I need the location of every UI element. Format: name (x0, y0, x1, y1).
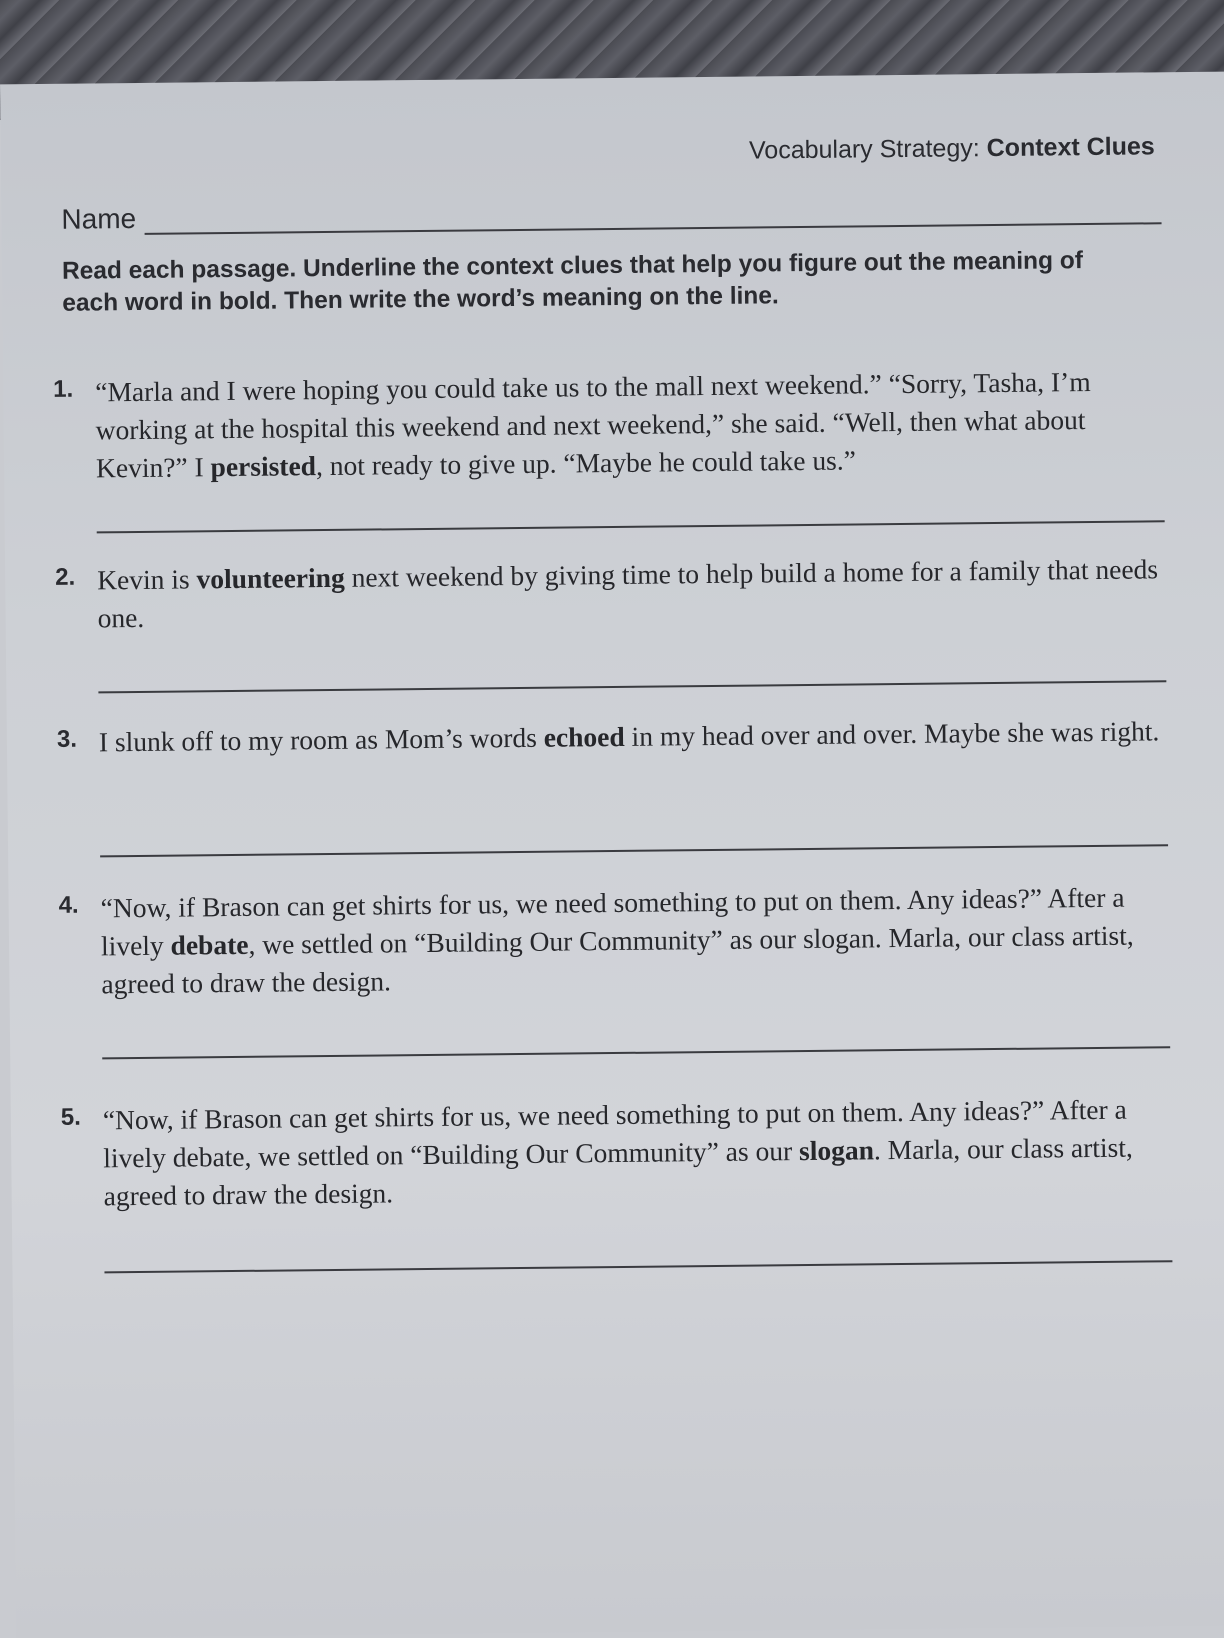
question-item-5 (61, 1090, 1172, 1216)
worksheet-page (0, 72, 1224, 1638)
header-strategy-title: Context Clues (986, 132, 1155, 163)
header-strategy-prefix: Vocabulary Strategy: (748, 134, 987, 165)
item-number: 3. (56, 725, 78, 753)
item-passage (97, 550, 1166, 637)
item-number: 1. (53, 375, 74, 403)
item-passage (103, 1090, 1172, 1215)
item-passage (95, 362, 1164, 487)
bold-vocabulary-word: echoed (543, 720, 625, 753)
item-passage (100, 878, 1169, 1003)
bold-vocabulary-word: persisted (210, 450, 317, 483)
passage-text-before: I slunk off to my room as Mom’s words (98, 721, 544, 758)
passage-text-after: , we settled on “Building Our Community” as our slogan. Marla, our class artist, agreed to draw the design. (101, 919, 1134, 1000)
answer-line-2[interactable] (98, 680, 1166, 693)
worksheet-header (749, 132, 1155, 165)
instructions: Read each passage. Underline the context clues that help you figure out the meaning of each word in bold. Then write the word’s meaning on the line. (61, 247, 1084, 317)
question-item-4 (58, 878, 1169, 1004)
answer-line-5[interactable] (104, 1260, 1172, 1273)
answer-line-1[interactable] (97, 520, 1165, 533)
passage-text-after: , not ready to give up. “Maybe he could take us.” (315, 444, 857, 482)
question-item-2 (55, 550, 1166, 638)
passage-text-before: “Now, if Brason can get shirts for us, we need something to put on them. Any ideas?” After a lively debate, we settled on “Building Our Community” as our (102, 1093, 1127, 1174)
bold-vocabulary-word: debate (170, 928, 249, 961)
item-passage (99, 712, 1167, 761)
name-label: Name (61, 202, 137, 235)
answer-line-3[interactable] (100, 844, 1168, 857)
passage-text-after: next weekend by giving time to help build a home for a family that needs one. (97, 553, 1159, 634)
passage-text-before: “Marla and I were hoping you could take us to the mall next weekend.” “Sorry, Tasha, I’m working at the hospital this weekend and next weekend,” she said. “Well, then what about Kevin?” I (95, 366, 1091, 484)
question-item-1 (53, 362, 1164, 488)
passage-text-before: Kevin is (97, 563, 197, 596)
passage-text-before: “Now, if Brason can get shirts for us, we need something to put on them. Any ideas?” After a lively (100, 881, 1125, 962)
bold-vocabulary-word: volunteering (196, 561, 345, 595)
bold-vocabulary-word: slogan (798, 1134, 875, 1167)
passage-text-after: . Marla, our class artist, agreed to draw the design. (103, 1131, 1133, 1212)
name-line[interactable] (144, 200, 1161, 235)
item-number: 5. (60, 1103, 82, 1131)
question-item-3 (57, 712, 1167, 762)
name-row (61, 192, 1161, 236)
item-number: 2. (55, 563, 76, 591)
answer-line-4[interactable] (102, 1046, 1170, 1059)
item-number: 4. (58, 891, 79, 919)
passage-text-after: in my head over and over. Maybe she was right. (624, 715, 1160, 752)
